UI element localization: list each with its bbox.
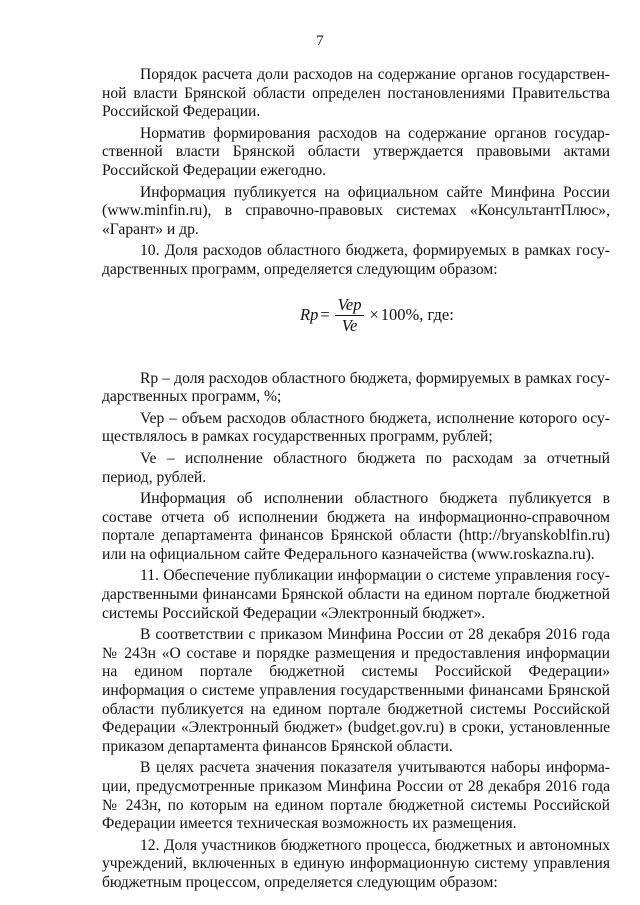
paragraph-item-12: 12. Доля участников бюджетного процесса, бюджетных и автономных учреждений, включенных в единую информационную систему управления бюджетным процессом, определяется следующим образом: bbox=[102, 836, 610, 891]
formula-numerator: Vep bbox=[337, 294, 362, 314]
formula-denominator: Ve bbox=[341, 316, 358, 336]
document-body bbox=[102, 66, 610, 893]
definition-rp: Rp – доля расходов областного бюджета, формируемых в рамках государственных программ, %; bbox=[102, 369, 610, 406]
formula-equals: = bbox=[320, 305, 330, 325]
paragraph-expense-norm: Норматив формирования расходов на содержание органов государственной власти Брянской области утверждается правовыми актами Российской Федерации ежегодно. bbox=[102, 124, 610, 179]
definition-vep: Vep – объем расходов областного бюджета, исполнение которого осуществлялось в рамках государственных программ, рублей; bbox=[102, 409, 610, 446]
formula-lhs: Rp bbox=[300, 305, 319, 325]
definition-ve: Ve – исполнение областного бюджета по расходам за отчетный период, рублей. bbox=[102, 449, 610, 486]
formula-suffix: , где: bbox=[419, 305, 454, 325]
paragraph-item-11: 11. Обеспечение публикации информации о системе управления государственными финансами Брянской области на едином портале бюджетной системы Российской Федерации «Электронный бюджет». bbox=[102, 567, 610, 622]
paragraph-item-10: 10. Доля расходов областного бюджета, формируемых в рамках государственных программ, определяется следующим образом: bbox=[102, 242, 610, 278]
page-number: 7 bbox=[316, 33, 324, 49]
formula-percent: 100% bbox=[380, 305, 420, 325]
formula-block bbox=[102, 286, 610, 362]
formula-times: × bbox=[369, 305, 379, 325]
paragraph-indicator-calc: В целях расчета значения показателя учитываются наборы информации, предусмотренные приказом Минфина России от 28 декабря 2016 года № 243н, по которым на едином портале бюджетной системы Российской Федерации имеется техническая возможность их размещения. bbox=[102, 759, 610, 833]
paragraph-publication-info: Информация публикуется на официальном сайте Минфина России (www.minfin.ru), в справочно-правовых системах «КонсультантПлюс», «Гарант» и др. bbox=[102, 183, 610, 238]
paragraph-order-243n: В соответствии с приказом Минфина России от 28 декабря 2016 года № 243н «О составе и порядке размещения и предоставления информации на едином портале бюджетной системы Российской Федерации» информация о системе управления государственными финансами Брянской области публикуется на едином портале бюджетной системы Российской Федерации «Электронный бюджет» (budget.gov.ru) в сроки, установленные приказом департамента финансов Брянской области. bbox=[102, 626, 610, 755]
formula-fraction bbox=[335, 296, 365, 336]
formula bbox=[300, 296, 454, 336]
paragraph-expense-share-order: Порядок расчета доли расходов на содержание органов государственной власти Брянской области определен постановлениями Правительства Российской Федерации. bbox=[102, 66, 610, 121]
paragraph-budget-report: Информация об исполнении областного бюджета публикуется в составе отчета об исполнении бюджета на информационно-справочном портале департамента финансов Брянской области (http://bryanskoblfin.ru) или на официальном сайте Федерального казначейства (www.roskazna.ru). bbox=[102, 490, 610, 563]
